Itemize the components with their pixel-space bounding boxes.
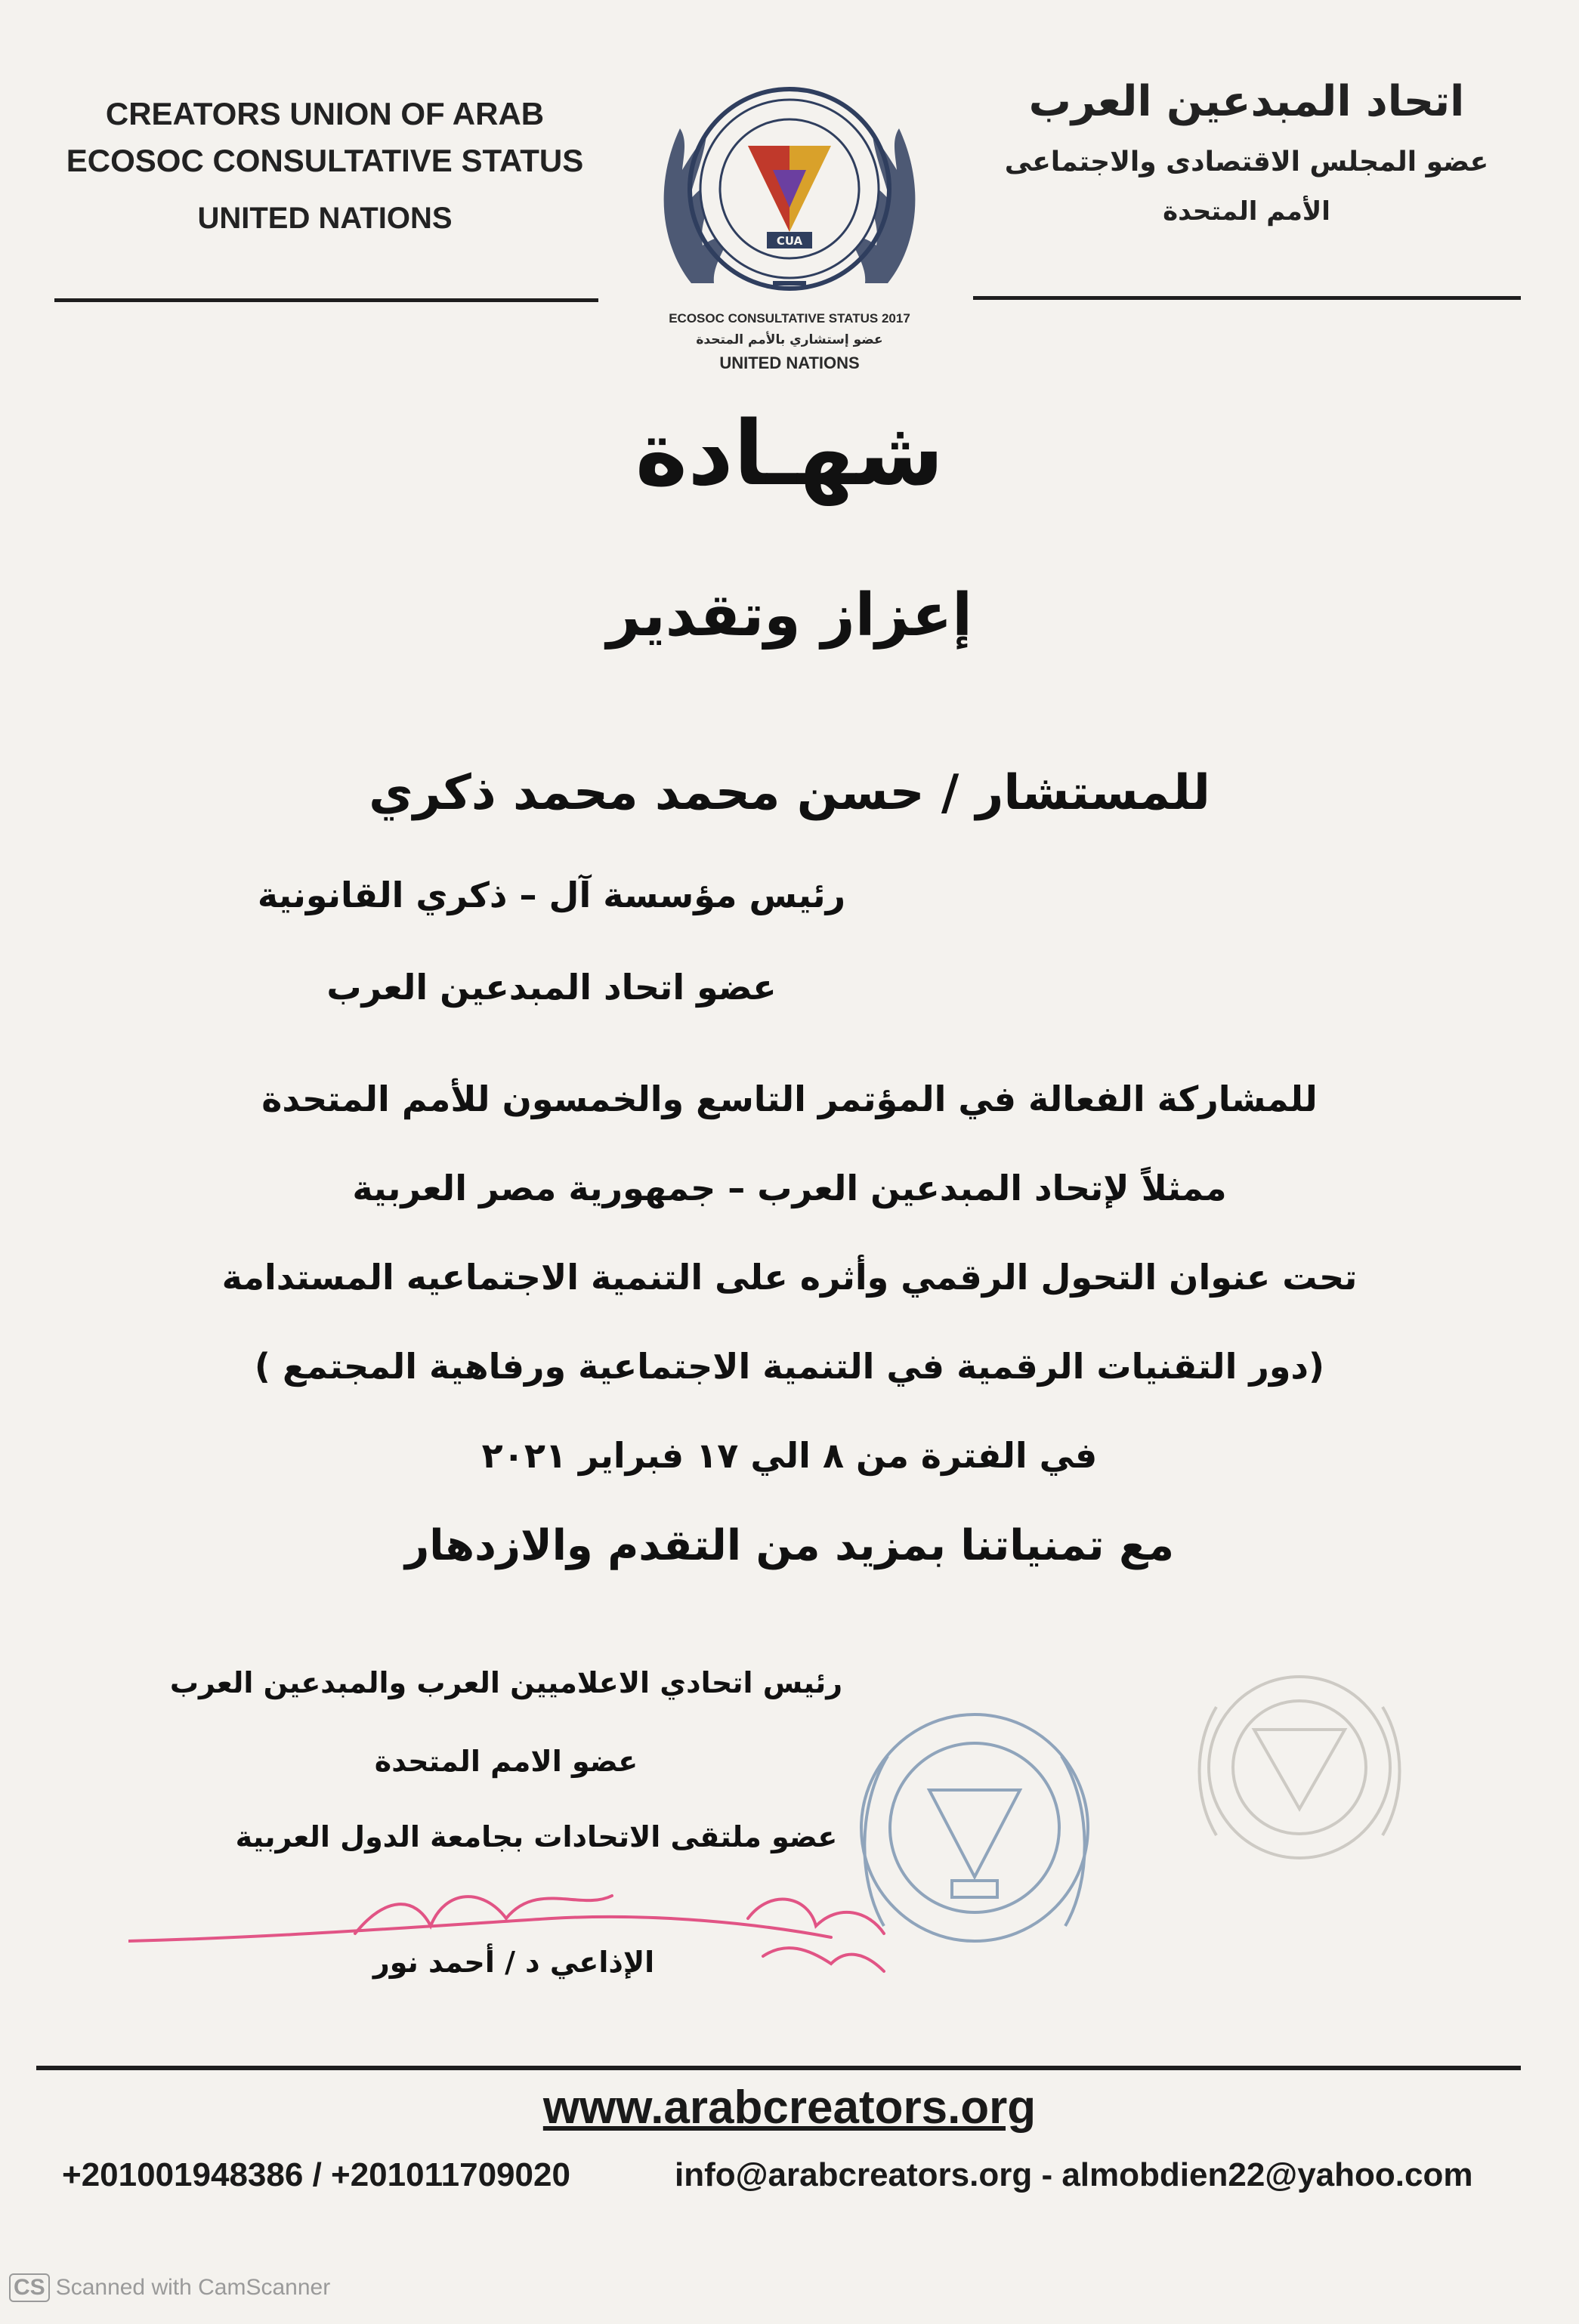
certificate-title: شهـادة — [635, 401, 944, 505]
emblem-caption-ecosoc: ECOSOC CONSULTATIVE STATUS 2017 — [669, 311, 910, 326]
emblem-caption-arabic: عضو إستشاري بالأمم المتحدة — [696, 332, 883, 347]
signatory-name: الإذاعي د / أحمد نور — [372, 1946, 655, 1979]
emblem-caption-un: UNITED NATIONS — [719, 353, 860, 372]
header-arabic-line2: عضو المجلس الاقتصادى والاجتماعى — [1004, 147, 1489, 177]
footer-rule — [36, 2066, 1521, 2070]
body-line-3: تحت عنوان التحول الرقمي وأثره على التنمية الاجتماعيه المستدامة — [221, 1257, 1358, 1298]
header-english-line2: ECOSOC CONSULTATIVE STATUS — [66, 143, 584, 178]
body-line-4: (دور التقنيات الرقمية في التنمية الاجتماعية ورفاهية المجتمع ) — [254, 1346, 1325, 1387]
certificate-subtitle: إعزاز وتقدير — [606, 582, 973, 650]
phone-numbers: +201001948386 / +201011709020 — [62, 2156, 570, 2193]
body-line-1: للمشاركة الفعالة في المؤتمر التاسع والخمسون للأمم المتحدة — [261, 1079, 1318, 1119]
signatory-title-2: عضو الامم المتحدة — [374, 1745, 638, 1778]
header-english-line1: CREATORS UNION OF ARAB — [105, 96, 545, 131]
svg-text:CUA: CUA — [776, 234, 803, 248]
header-arabic-line3: الأمم المتحدة — [1163, 196, 1330, 227]
website-link[interactable]: www.arabcreators.org — [542, 2082, 1037, 2134]
embossed-seal-icon — [1163, 1647, 1435, 1896]
signatory-title-1: رئيس اتحادي الاعلاميين العرب والمبدعين العرب — [169, 1666, 843, 1699]
email-addresses: info@arabcreators.org - almobdien22@yahoo.com — [675, 2156, 1473, 2193]
closing-wish: مع تمنياتنا بمزيد من التقدم والازدهار — [404, 1521, 1175, 1570]
recipient-name: للمستشار / حسن محمد محمد ذكري — [369, 765, 1210, 821]
scanner-watermark — [9, 2273, 330, 2302]
header-arabic — [967, 68, 1526, 234]
header-right-rule — [973, 296, 1521, 300]
scanner-watermark-text: Scanned with CamScanner — [55, 2275, 331, 2300]
header-english — [45, 91, 604, 242]
header-english-line3: UNITED NATIONS — [197, 202, 453, 235]
body-line-2: ممثلاً لإتحاد المبدعين العرب – جمهورية مصر العربية — [352, 1168, 1227, 1208]
recipient-position-1: رئيس مؤسسة آل – ذكري القانونية — [257, 875, 846, 915]
recipient-position-2: عضو اتحاد المبدعين العرب — [326, 967, 777, 1008]
body-line-5: في الفترة من ٨ الي ١٧ فبراير ٢٠٢١ — [481, 1435, 1098, 1476]
header-arabic-line1: اتحاد المبدعين العرب — [1028, 77, 1465, 126]
signatory-title-3: عضو ملتقى الاتحادات بجامعة الدول العربية — [235, 1820, 838, 1853]
union-emblem-icon — [646, 57, 933, 329]
camscanner-logo-icon: CS — [9, 2273, 50, 2302]
header-left-rule — [54, 298, 598, 302]
